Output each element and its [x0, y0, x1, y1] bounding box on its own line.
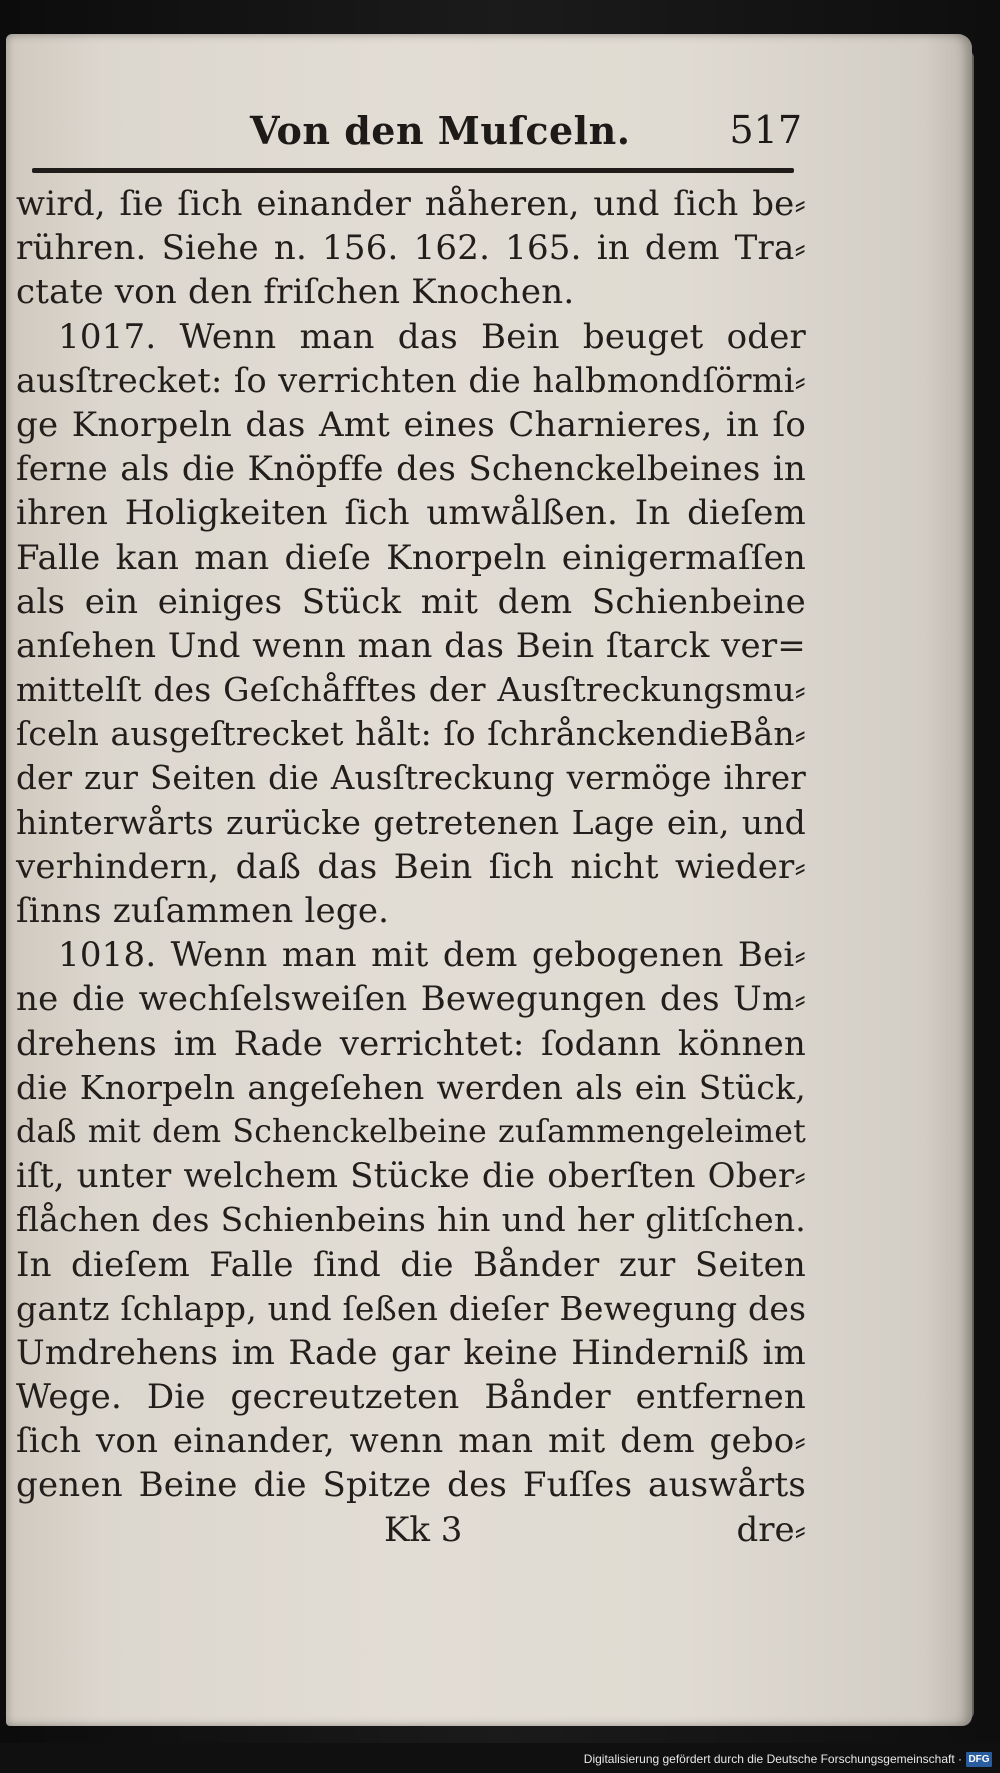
page-number: 517	[729, 108, 802, 152]
text-line: daß mit dem Schenckelbeine zuſammengeleimet	[16, 1113, 806, 1150]
text-line: ausſtrecket: ſo verrichten die halbmondſörmi⸗	[16, 360, 806, 400]
text-line: In dieſem Falle ſind die Bånder zur Seiten	[16, 1244, 806, 1285]
paragraph-1017-start: 1017. Wenn man das Bein beuget oder	[58, 316, 806, 357]
text-line: genen Beine die Spitze des Fuſſes auswårts	[16, 1465, 806, 1506]
text-line: drehens im Rade verrichtet: ſodann können	[16, 1023, 806, 1064]
text-line: ferne als die Knöpffe des Schenckelbeines in	[16, 449, 806, 490]
dfg-logo-icon: DFG	[966, 1752, 992, 1767]
text-line: ctate von den friſchen Knochen.	[16, 272, 575, 313]
text-line: ſceln ausgeſtrecket hålt: ſo ſchrånckendieBån⸗	[16, 714, 806, 754]
text-line: ſinns zuſammen lege.	[16, 891, 390, 931]
paragraph-1018-start: 1018. Wenn man mit dem gebogenen Bei⸗	[58, 935, 806, 976]
text-line: Umdrehens im Rade gar keine Hinderniß im	[16, 1332, 806, 1373]
text-line: anſehen Und wenn man das Bein ſtarck ver=	[16, 625, 806, 666]
text-line: als ein einiges Stück mit dem Schienbeine	[16, 581, 806, 622]
text-line: hinterwårts zurücke getretenen Lage ein, und	[16, 802, 806, 842]
text-line: rühren. Siehe n. 156. 162. 165. in dem Tra⸗	[16, 228, 806, 269]
text-line: der zur Seiten die Ausſtreckung vermöge ihrer	[16, 759, 806, 798]
text-line: gantz ſchlapp, und ſeßen dieſer Bewegung des	[16, 1288, 807, 1328]
catchword: dre⸗	[736, 1510, 806, 1550]
text-line: ne die wechſelsweiſen Bewegungen des Um⸗	[16, 979, 806, 1020]
header-rule	[32, 168, 794, 173]
digitization-bar	[0, 1743, 1000, 1773]
text-line: mittelſt des Geſchåfftes der Ausſtreckungsmu⸗	[16, 670, 806, 710]
text-line: ge Knorpeln das Amt eines Charnieres, in ſo	[16, 404, 806, 445]
text-line: Falle kan man dieſe Knorpeln einigermaſſen	[16, 537, 806, 578]
page-footer	[16, 1510, 806, 1554]
text-line: die Knorpeln angeſehen werden als ein Stück,	[16, 1067, 806, 1107]
text-line: iſt, unter welchem Stücke die oberſten Ober⸗	[16, 1156, 806, 1197]
signature-mark: Kk 3	[384, 1510, 463, 1550]
text-line: ſich von einander, wenn man mit dem gebo⸗	[16, 1421, 806, 1462]
body-text	[16, 182, 806, 1508]
text-line: verhindern, daß das Bein ſich nicht wieder⸗	[16, 846, 806, 887]
text-line: Wege. Die gecreutzeten Bånder entfernen	[16, 1377, 806, 1418]
text-line: wird, ſie ſich einander nåheren, und ſich be⸗	[16, 184, 806, 224]
text-line: flåchen des Schienbeins hin und her glitſchen.	[16, 1200, 806, 1240]
digitization-credit: Digitalisierung gefördert durch die Deutsche Forschungsgemeinschaft ·	[583, 1752, 962, 1766]
running-head-title: Von den Muſceln.	[250, 108, 631, 153]
running-head	[32, 108, 802, 164]
text-line: ihren Holigkeiten ſich umwålßen. In dieſem	[16, 493, 806, 534]
